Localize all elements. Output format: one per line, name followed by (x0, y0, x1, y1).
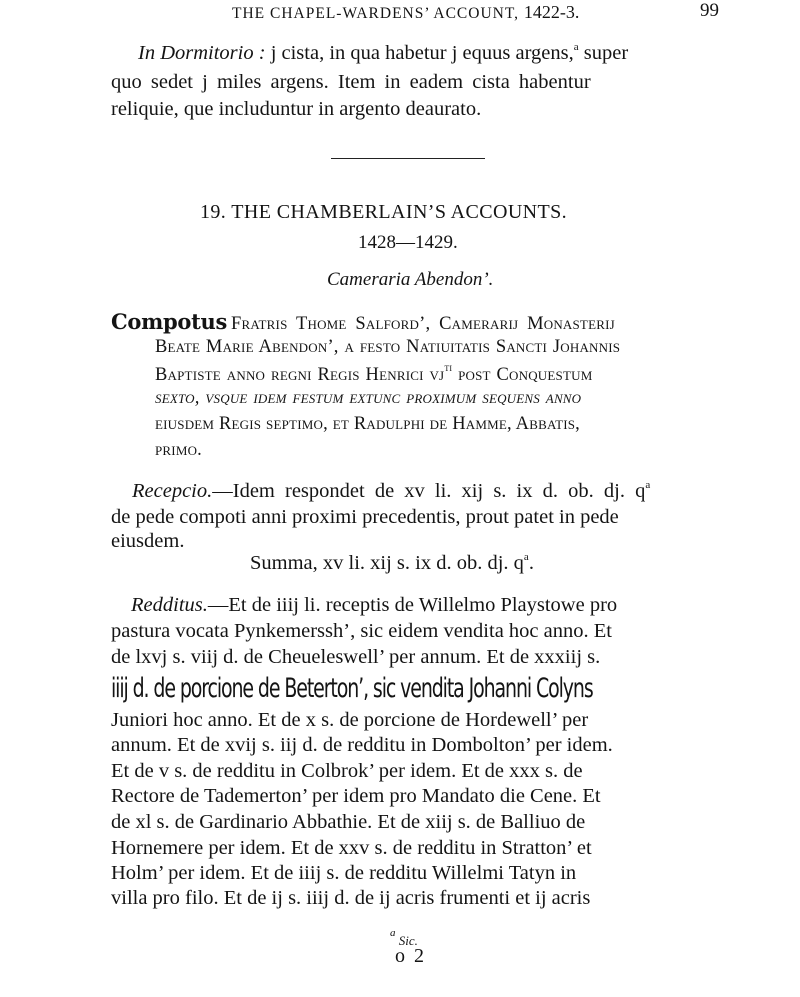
redditus-line-2: pastura vocata Pynkemerssh’, sic eidem vendita hoc anno. Et (111, 620, 612, 642)
redditus-line-6: annum. Et de xvij s. iij d. de redditu in Dombolton’ per idem. (111, 734, 613, 756)
redditus-line-7: Et de v s. de redditu in Colbrok’ per idem. Et de xxx s. de (111, 760, 583, 782)
recepcio-line-2: de pede compoti anni proximi precedentis, prout patet in pede (111, 506, 619, 528)
dormitory-line-1: In Dormitorio : j cista, in qua habetur j equus argens,$^a$ super (138, 41, 629, 64)
redditus-line-3: de lxvj s. viij d. de Cheueleswell’ per annum. Et de xxxiij s. (111, 646, 601, 668)
section-title: 19. THE CHAMBERLAIN’S ACCOUNTS. (200, 201, 568, 223)
section-subtitle: Cameraria Abendon’. (327, 269, 494, 290)
redditus-line-10: Hornemere per idem. Et de xxv s. de redditu in Stratton’ et (111, 837, 592, 859)
compotus-line-2: Beate Marie Abendon’, a festo Natiuitatis Sancti Johannis (155, 337, 621, 357)
recepcio-summa: Summa, xv li. xij s. ix d. ob. dj. $q^a$. (250, 551, 534, 574)
compotus-line-1: Compotus Fratris Thome Salford’, Camerarij Monasterij (111, 309, 615, 334)
compotus-line-5: eiusdem Regis septimo, et Radulphi de Hamme, Abbatis, (155, 414, 581, 434)
note-mark: a (573, 41, 579, 53)
redditus-label: Redditus. (131, 594, 208, 616)
compotus-line-6: primo. (155, 440, 203, 460)
compotus-line-3: Baptiste anno regni Regis Henrici $vj^{ti}$ post Conquestum (155, 362, 593, 385)
footnote-mark: a (390, 927, 396, 939)
page-number: 99 (700, 0, 719, 21)
redditus-line-12: villa pro filo. Et de ij s. iiij d. de ij acris frumenti et ij acris (111, 887, 591, 909)
signature-mark: o 2 (395, 945, 426, 967)
running-header (232, 2, 579, 23)
dormitory-line-2: quo sedet j miles argens. Item in eadem cista habentur (111, 71, 591, 93)
footnote: $^a$ Sic. (390, 927, 418, 948)
running-title: THE CHAPEL-WARDENS’ ACCOUNT, (232, 5, 520, 22)
redditus-line-8: Rectore de Tademerton’ per idem pro Mandato die Cene. Et (111, 785, 601, 807)
running-year: 1422-3. (523, 2, 580, 22)
redditus-line-1: Redditus.—Et de iiij li. receptis de Willelmo Playstowe pro (131, 594, 618, 616)
section-years: 1428—1429. (358, 232, 458, 253)
redditus-line-11: Holm’ per idem. Et de iiij s. de redditu Willelmi Tatyn in (111, 862, 577, 884)
redditus-line-5: Juniori hoc anno. Et de x s. de porcione de Hordewell’ per (111, 709, 589, 731)
compotus-blackletter-word: Compotus (111, 309, 228, 334)
redditus-line-9: de xl s. de Gardinario Abbathie. Et de xiij s. de Balliuo de (111, 811, 586, 833)
dormitory-line-3: reliquie, que includuntur in argento deaurato. (111, 98, 482, 120)
recepcio-line-1: Recepcio.—Idem respondet de xv li. xij s. ix d. ob. dj. $q^a$ (132, 479, 651, 502)
recepcio-line-3: eiusdem. (111, 530, 185, 552)
dormitory-label: In Dormitorio : (138, 42, 266, 64)
redditus-line-4: iiij d. de porcione de Beterton’, sic vendita Johanni Colyns (111, 673, 593, 704)
recepcio-label: Recepcio. (132, 480, 213, 502)
compotus-line-4: sexto, vsque idem festum extunc proximum sequens anno (155, 388, 582, 408)
section-divider (331, 158, 485, 159)
